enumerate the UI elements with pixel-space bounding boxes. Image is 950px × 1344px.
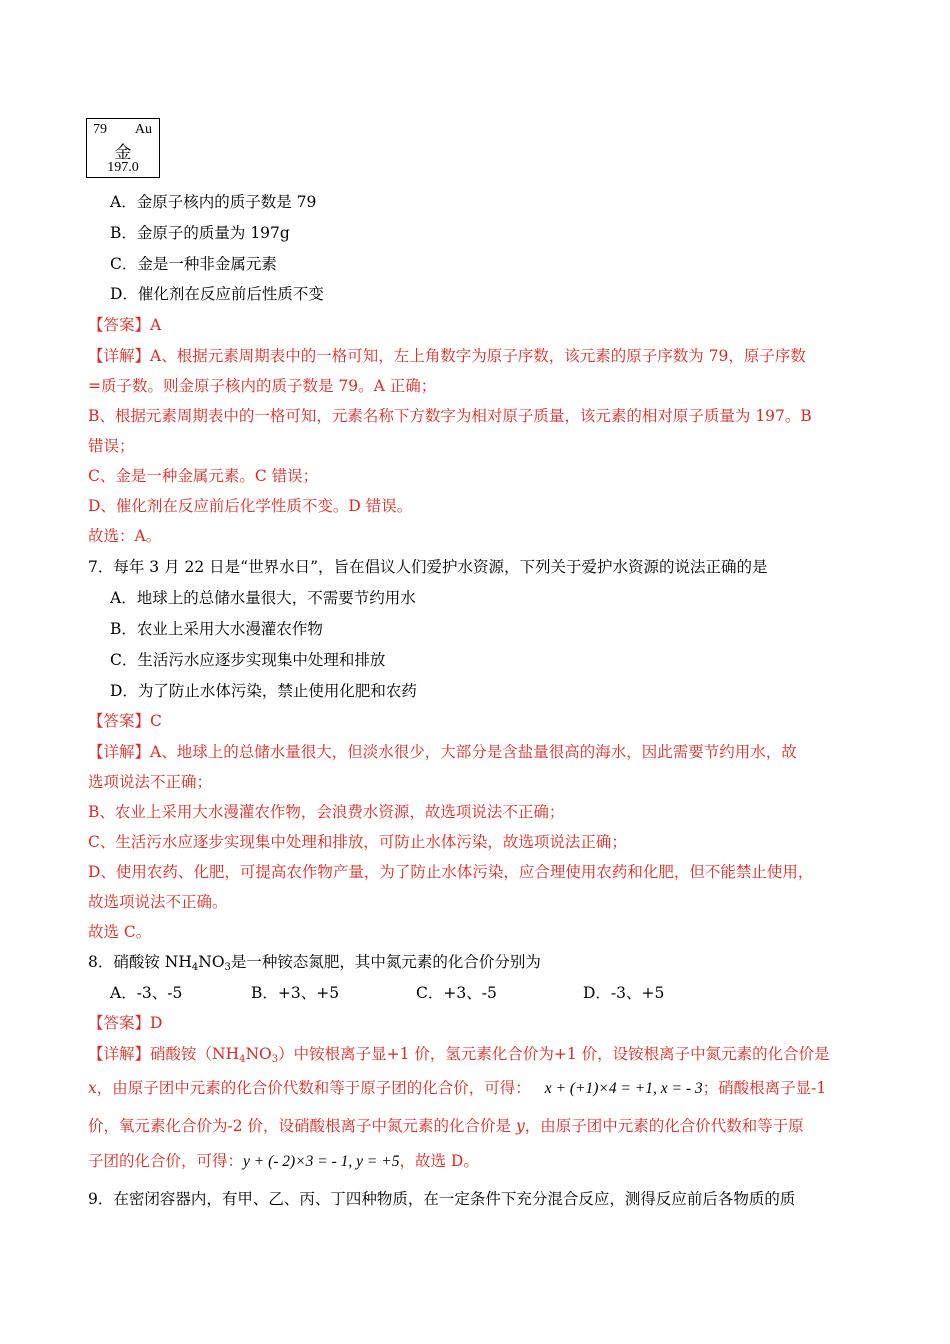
- element-symbol: Au: [134, 122, 152, 137]
- subscript: 3: [271, 1054, 279, 1065]
- q6-option-d: D．催化剂在反应前后性质不变: [110, 285, 324, 303]
- q7-explanation-line: D、使用农药、化肥，可提高农作物产量，为了防止水体污染，应合理使用农药和化肥，但不能禁止使用，: [88, 863, 814, 881]
- q6-explanation-line: 故选：A。: [88, 527, 162, 545]
- variable-y: y: [515, 1117, 525, 1135]
- q6-explanation-line: 【详解】A、根据元素周期表中的一格可知，左上角数字为原子序数，该元素的原子序数为 79，原子序数: [88, 347, 806, 365]
- q7-stem: 7．每年 3 月 22 日是“世界水日”，旨在倡议人们爱护水资源，下列关于爱护水资源的说法正确的是: [88, 558, 768, 576]
- q7-explanation-line: C、生活污水应逐步实现集中处理和排放，可防止水体污染，故选项说法正确；: [88, 833, 627, 851]
- q7-option-c: C．生活污水应逐步实现集中处理和排放: [110, 651, 386, 669]
- q6-explanation-line: B、根据元素周期表中的一格可知，元素名称下方数字为相对原子质量，该元素的相对原子质量为 197。B: [88, 407, 812, 425]
- q8-option-c: C．+3、-5: [416, 984, 497, 1002]
- q8-explanation-text: 子团的化合价，可得：: [88, 1152, 244, 1170]
- q7-option-b: B．农业上采用大水漫灌农作物: [110, 620, 323, 638]
- q7-option-a: A．地球上的总储水量很大，不需要节约用水: [110, 589, 416, 607]
- q6-explanation-line: C、金是一种金属元素。C 错误；: [88, 467, 319, 485]
- subscript: 4: [239, 1054, 246, 1065]
- q6-option-a: A．金原子核内的质子数是 79: [110, 193, 317, 211]
- q8-option-b: B．+3、+5: [251, 984, 340, 1002]
- q8-explanation-text: ）中铵根离子显+1 价，氢元素化合价为+1 价，设铵根离子中氮元素的化合价是: [278, 1045, 830, 1063]
- q7-answer: 【答案】C: [88, 712, 162, 730]
- q6-explanation-line: =质子数。则金原子核内的质子数是 79。A 正确；: [88, 377, 437, 395]
- q8-explanation-line: [88, 1044, 830, 1070]
- q8-option-a: A．-3、-5: [110, 984, 183, 1002]
- q8-explanation-text: 价，氧元素化合价为-2 价，设硝酸根离子中氮元素的化合价是: [88, 1117, 516, 1135]
- q8-explanation-text: ，由原子团中元素的化合价代数和等于原子团的化合价，可得：: [96, 1079, 531, 1097]
- atomic-mass: 197.0: [107, 160, 139, 175]
- variable-x: x: [88, 1079, 97, 1097]
- q8-stem-text: 8．硝酸铵 NH: [88, 953, 192, 971]
- q9-stem: 9．在密闭容器内，有甲、乙、丙、丁四种物质，在一定条件下充分混合反应，测得反应前后各物质的质: [88, 1190, 796, 1208]
- q7-explanation-line: 故选 C。: [88, 923, 152, 941]
- q7-explanation-line: 故选项说法不正确。: [88, 893, 228, 911]
- q8-answer: 【答案】D: [88, 1014, 163, 1032]
- q8-explanation-text: ，故选 D。: [399, 1152, 479, 1170]
- subscript: 3: [224, 962, 231, 973]
- q6-explanation-line: 错误；: [88, 437, 135, 455]
- equation-x: x + (+1)×4 = +1, x = - 3: [544, 1080, 703, 1097]
- q6-option-b: B．金原子的质量为 197g: [110, 224, 290, 242]
- q8-stem-text: NO: [198, 953, 225, 971]
- q6-answer: 【答案】A: [88, 316, 162, 334]
- q8-explanation-text: ；硝酸根离子显-1: [702, 1079, 827, 1097]
- q8-explanation-text: 【详解】硝酸铵（NH: [88, 1045, 240, 1063]
- q8-options: [110, 983, 710, 1003]
- atomic-number: 79: [93, 122, 107, 137]
- q7-explanation-line: B、农业上采用大水漫灌农作物，会浪费水资源，故选项说法不正确；: [88, 803, 565, 821]
- q8-option-d: D．-3、+5: [583, 984, 665, 1002]
- q7-explanation-line: 【详解】A、地球上的总储水量很大，但淡水很少，大部分是含盐量很高的海水，因此需要节约用水，故: [88, 743, 797, 761]
- periodic-element-tile: [86, 118, 160, 178]
- q6-explanation-line: D、催化剂在反应前后化学性质不变。D 错误。: [88, 497, 413, 515]
- q7-option-d: D．为了防止水体污染，禁止使用化肥和农药: [110, 682, 417, 700]
- subscript: 4: [191, 962, 199, 973]
- q8-stem-text: 是一种铵态氮肥，其中氮元素的化合价分别为: [230, 953, 541, 971]
- q8-explanation-line: [88, 1151, 479, 1172]
- q8-explanation-line: [88, 1116, 804, 1136]
- element-name: 金: [114, 143, 132, 163]
- q8-explanation-line: [88, 1078, 826, 1099]
- q8-stem: [88, 952, 541, 978]
- q8-explanation-text: NO: [245, 1045, 272, 1063]
- q7-explanation-line: 选项说法不正确；: [88, 773, 213, 791]
- q8-explanation-text: ，由原子团中元素的化合价代数和等于原: [524, 1117, 804, 1135]
- equation-y: y + (- 2)×3 = - 1, y = +5: [243, 1153, 400, 1170]
- q6-option-c: C．金是一种非金属元素: [110, 255, 277, 273]
